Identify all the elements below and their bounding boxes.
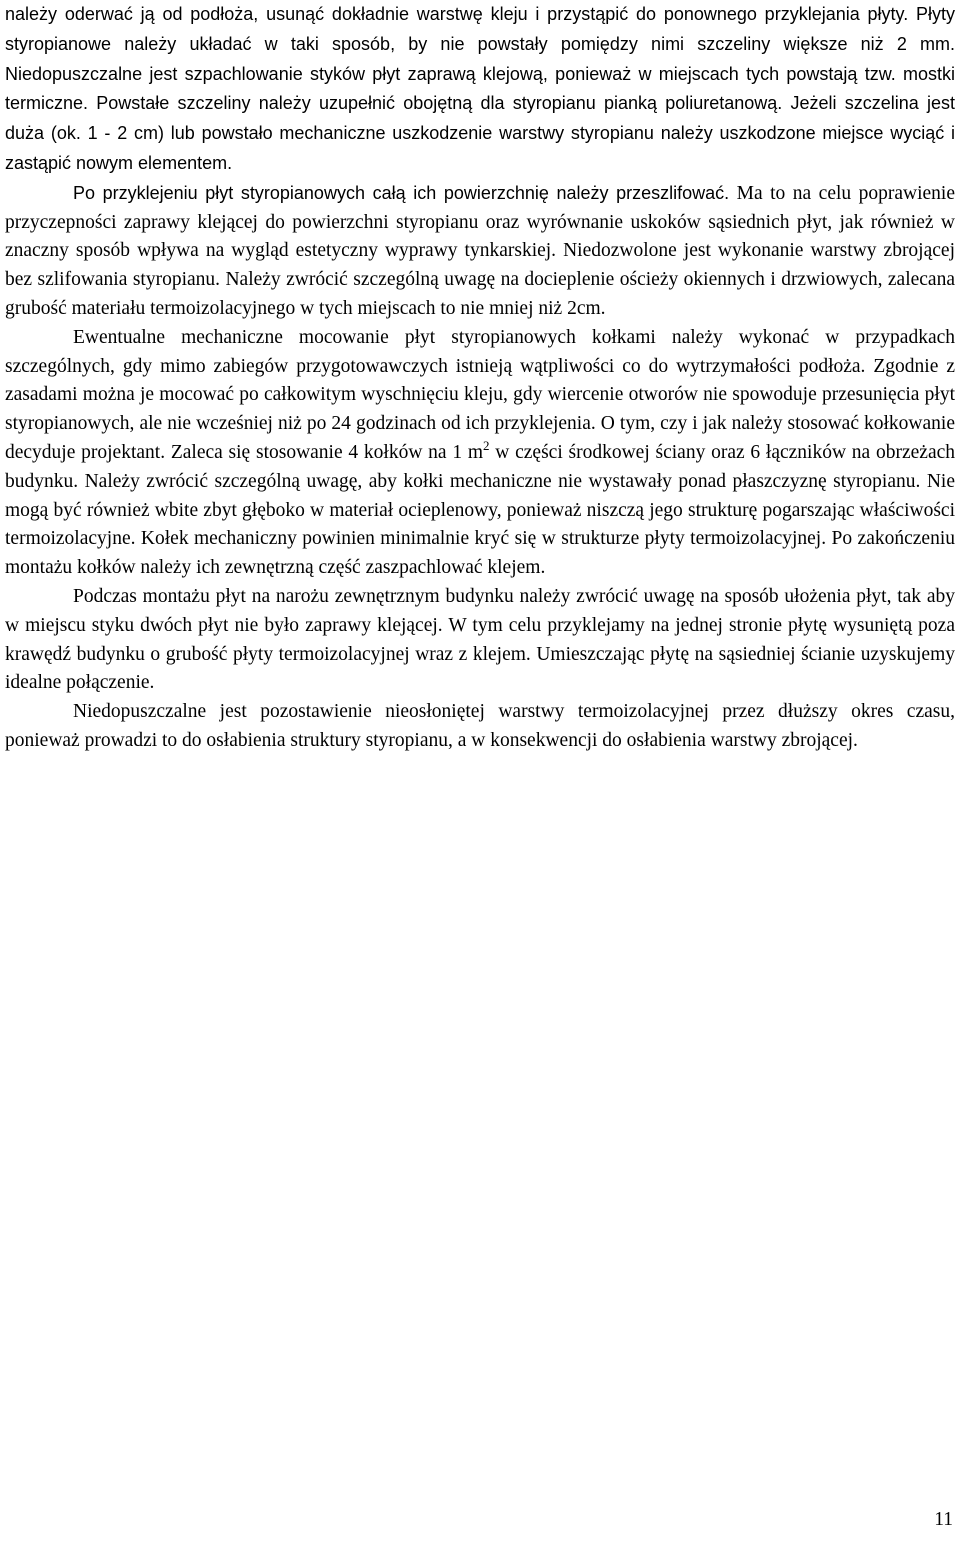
paragraph-text: w części środkowej ściany oraz 6 łączników na obrzeżach budynku. Należy zwrócić szczególną uwagę, aby kołki mechaniczne nie wystawały ponad płaszczyznę styropianu. Nie mogą być również wbite zbyt głęboko w materiał ocieplenowy, ponieważ niszczą jego strukturę pogarszając właściwości termoizolacyjne. Kołek mechaniczny powinien minimalnie kryć się w strukturze płyty termoizolacyjnej. Po zakończeniu montażu kołków należy ich zewnętrzną część zaszpachlować klejem.: [5, 441, 955, 579]
paragraph-5: [5, 698, 955, 756]
paragraph-text: Podczas montażu płyt na narożu zewnętrznym budynku należy zwrócić uwagę na sposób ułożenia płyt, tak aby w miejscu styku dwóch płyt nie było zaprawy klejącej. W tym celu przyklejamy na jednej stronie płytę wysuniętą poza krawędź budynku o grubość płyty termoizolacyjnej wraz z klejem. Umieszczając płytę na sąsiedniej ścianie uzyskujemy idealne połączenie.: [5, 585, 955, 694]
paragraph-2: [5, 179, 955, 324]
paragraph-text: Po przyklejeniu płyt styropianowych całą ich powierzchnię należy przeszlifować.: [73, 182, 730, 203]
paragraph-text: Ma to na celu poprawienie przyczepności zaprawy klejącej do powierzchni styropianu oraz wyrównanie uskoków sąsiednich płyt, jak również w znaczny sposób wpływa na wygląd estetyczny wyprawy tynkarskiej. Niedozwolone jest wykonanie warstwy zbrojącej bez szlifowania styropianu. Należy zwrócić szczególną uwagę na docieplenie ościeży okiennych i drzwiowych, zalecana grubość materiału termoizolacyjnego w tych miejscach to nie mniej niż 2cm.: [5, 182, 956, 319]
paragraph-1: [5, 0, 955, 179]
document-page: [5, 0, 955, 756]
paragraph-text: Niedopuszczalne jest pozostawienie nieosłoniętej warstwy termoizolacyjnej przez dłuższy okres czasu, ponieważ prowadzi to do osłabienia struktury styropianu, a w konsekwencji do osłabienia warstwy zbrojącej.: [5, 701, 955, 751]
paragraph-4: [5, 583, 955, 698]
page-number: 11: [934, 1509, 953, 1530]
paragraph-text: Ewentualne mechaniczne mocowanie płyt styropianowych kołkami należy wykonać w przypadkach szczególnych, gdy mimo zabiegów przygotowawczych istnieją wątpliwości co do wytrzymałości podłoża. Zgodnie z zasadami można je mocować po całkowitym wyschnięciu kleju, gdy wiercenie otworów nie spowoduje przesunięcia płyt styropianowych, ale nie wcześniej niż po 24 godzinach od ich przyklejenia. O tym, czy i jak należy stosować kołkowanie decyduje projektant. Zaleca się stosowanie 4 kołków na 1 m: [5, 326, 955, 463]
paragraph-text: należy oderwać ją od podłoża, usunąć dokładnie warstwę kleju i przystąpić do ponownego przyklejania płyty. Płyty styropianowe należy układać w taki sposób, by nie powstały pomiędzy nimi szczeliny większe niż 2 mm. Niedopuszczalne jest szpachlowanie styków płyt zaprawą klejową, ponieważ w miejscach tych powstają tzw. mostki termiczne. Powstałe szczeliny należy uzupełnić obojętną dla styropianu pianką poliuretanową. Jeżeli szczelina jest duża (ok. 1 - 2 cm) lub powstało mechaniczne uszkodzenie warstwy styropianu należy uszkodzone miejsce wyciąć i zastąpić nowym elementem.: [5, 4, 955, 173]
superscript: 2: [483, 437, 490, 453]
paragraph-3: [5, 324, 955, 583]
